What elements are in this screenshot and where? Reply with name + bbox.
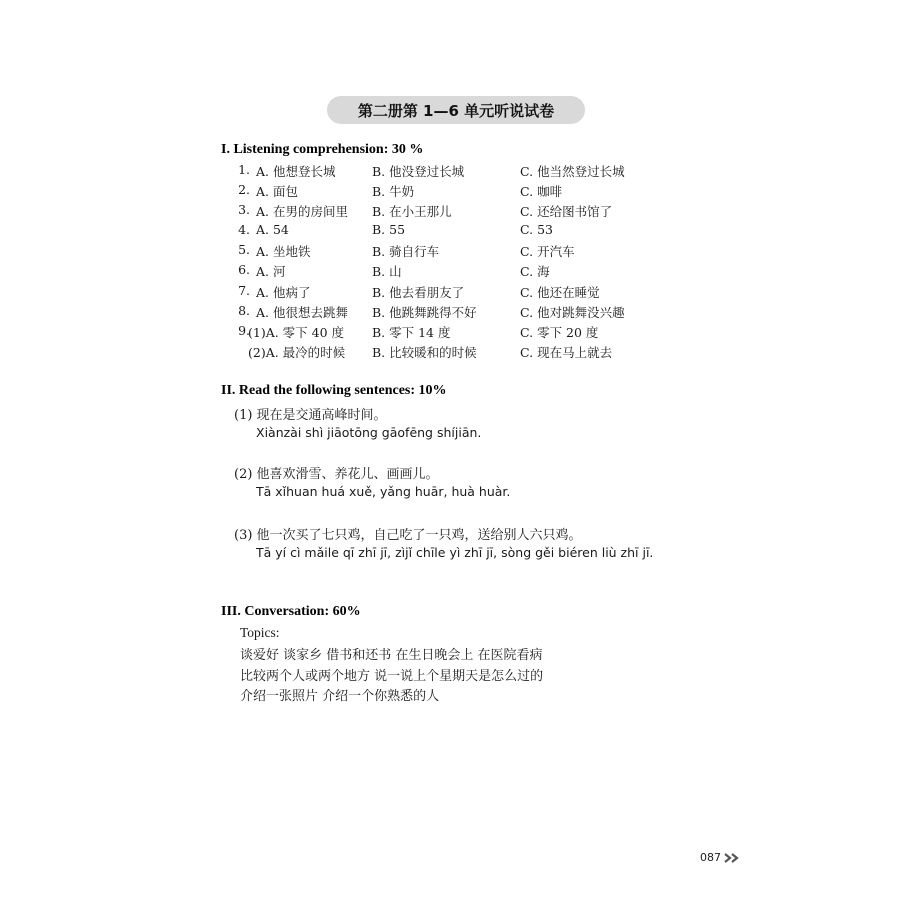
option-b: B. 他去看朋友了	[372, 285, 465, 300]
option-a: (1)A. 零下 40 度	[248, 325, 345, 340]
question-number: 2.	[238, 182, 250, 197]
option-c: C. 现在马上就去	[520, 345, 613, 360]
sentence-chinese: (1) 现在是交通高峰时间。	[234, 408, 387, 423]
option-c: C. 他对跳舞没兴趣	[520, 305, 625, 320]
option-a: A. 他很想去跳舞	[256, 305, 348, 320]
option-a: (2)A. 最冷的时候	[248, 345, 346, 360]
question-row	[0, 222, 900, 240]
option-b: B. 骑自行车	[372, 244, 440, 259]
section-heading-reading: II. Read the following sentences: 10%	[221, 383, 447, 398]
topic-line: 谈爱好 谈家乡 借书和还书 在生日晚会上 在医院看病	[240, 648, 543, 663]
sentence-chinese: (3) 他一次买了七只鸡，自己吃了一只鸡，送给别人六只鸡。	[234, 528, 582, 543]
question-row	[0, 283, 900, 301]
question-row	[0, 202, 900, 220]
option-c: C. 海	[520, 264, 550, 279]
question-row	[0, 182, 900, 200]
option-a: A. 54	[256, 222, 289, 237]
sentence-chinese: (2) 他喜欢滑雪、养花儿、画画儿。	[234, 467, 439, 482]
question-number: 4.	[238, 222, 250, 237]
option-a: A. 他想登长城	[256, 164, 336, 179]
question-row	[0, 303, 900, 321]
topics-label: Topics:	[240, 625, 280, 640]
sentence-pinyin: Xiànzài shì jiāotōng gāofēng shíjiān.	[256, 425, 482, 440]
option-b: B. 比较暖和的时候	[372, 345, 477, 360]
topic-line: 介绍一张照片 介绍一个你熟悉的人	[240, 689, 440, 704]
option-b: B. 他跳舞跳得不好	[372, 305, 477, 320]
option-c: C. 咖啡	[520, 184, 563, 199]
option-b: B. 零下 14 度	[372, 325, 451, 340]
option-a: A. 河	[256, 264, 286, 279]
question-number: 1.	[238, 162, 250, 177]
sentence-pinyin: Tā yí cì mǎile qī zhī jī, zìjǐ chīle yì zhī jī, sòng gěi biéren liù zhī jī.	[256, 545, 654, 560]
page-title: 第二册第 1—6 单元听说试卷	[327, 96, 585, 124]
question-number: 5.	[238, 242, 250, 257]
option-c: C. 53	[520, 222, 553, 237]
question-number: 6.	[238, 262, 250, 277]
option-b: B. 55	[372, 222, 406, 237]
question-row	[0, 343, 900, 361]
page-number	[700, 851, 742, 864]
page-number-label: 087	[700, 851, 721, 864]
question-number: 8.	[238, 303, 250, 318]
question-number: 3.	[238, 202, 250, 217]
option-c: C. 他还在睡觉	[520, 285, 600, 300]
question-number: 7.	[238, 283, 250, 298]
option-c: C. 还给图书馆了	[520, 204, 613, 219]
option-c: C. 开汽车	[520, 244, 575, 259]
option-c: C. 他当然登过长城	[520, 164, 625, 179]
topic-line: 比较两个人或两个地方 说一说上个星期天是怎么过的	[240, 669, 544, 684]
option-b: B. 在小王那儿	[372, 204, 452, 219]
question-row	[0, 323, 900, 341]
option-b: B. 牛奶	[372, 184, 415, 199]
question-number: 9.	[238, 323, 250, 338]
option-a: A. 坐地铁	[256, 244, 311, 259]
option-a: A. 面包	[256, 184, 298, 199]
section-heading-listening: I. Listening comprehension: 30 %	[221, 142, 424, 157]
question-row	[0, 162, 900, 180]
option-a: A. 在男的房间里	[256, 204, 348, 219]
option-a: A. 他病了	[256, 285, 311, 300]
option-c: C. 零下 20 度	[520, 325, 599, 340]
double-chevron-right-icon	[724, 853, 742, 863]
section-heading-conversation: III. Conversation: 60%	[221, 604, 361, 619]
sentence-pinyin: Tā xǐhuan huá xuě, yǎng huār, huà huàr.	[256, 484, 511, 499]
question-row	[0, 262, 900, 280]
option-b: B. 山	[372, 264, 402, 279]
option-b: B. 他没登过长城	[372, 164, 465, 179]
question-row	[0, 242, 900, 260]
